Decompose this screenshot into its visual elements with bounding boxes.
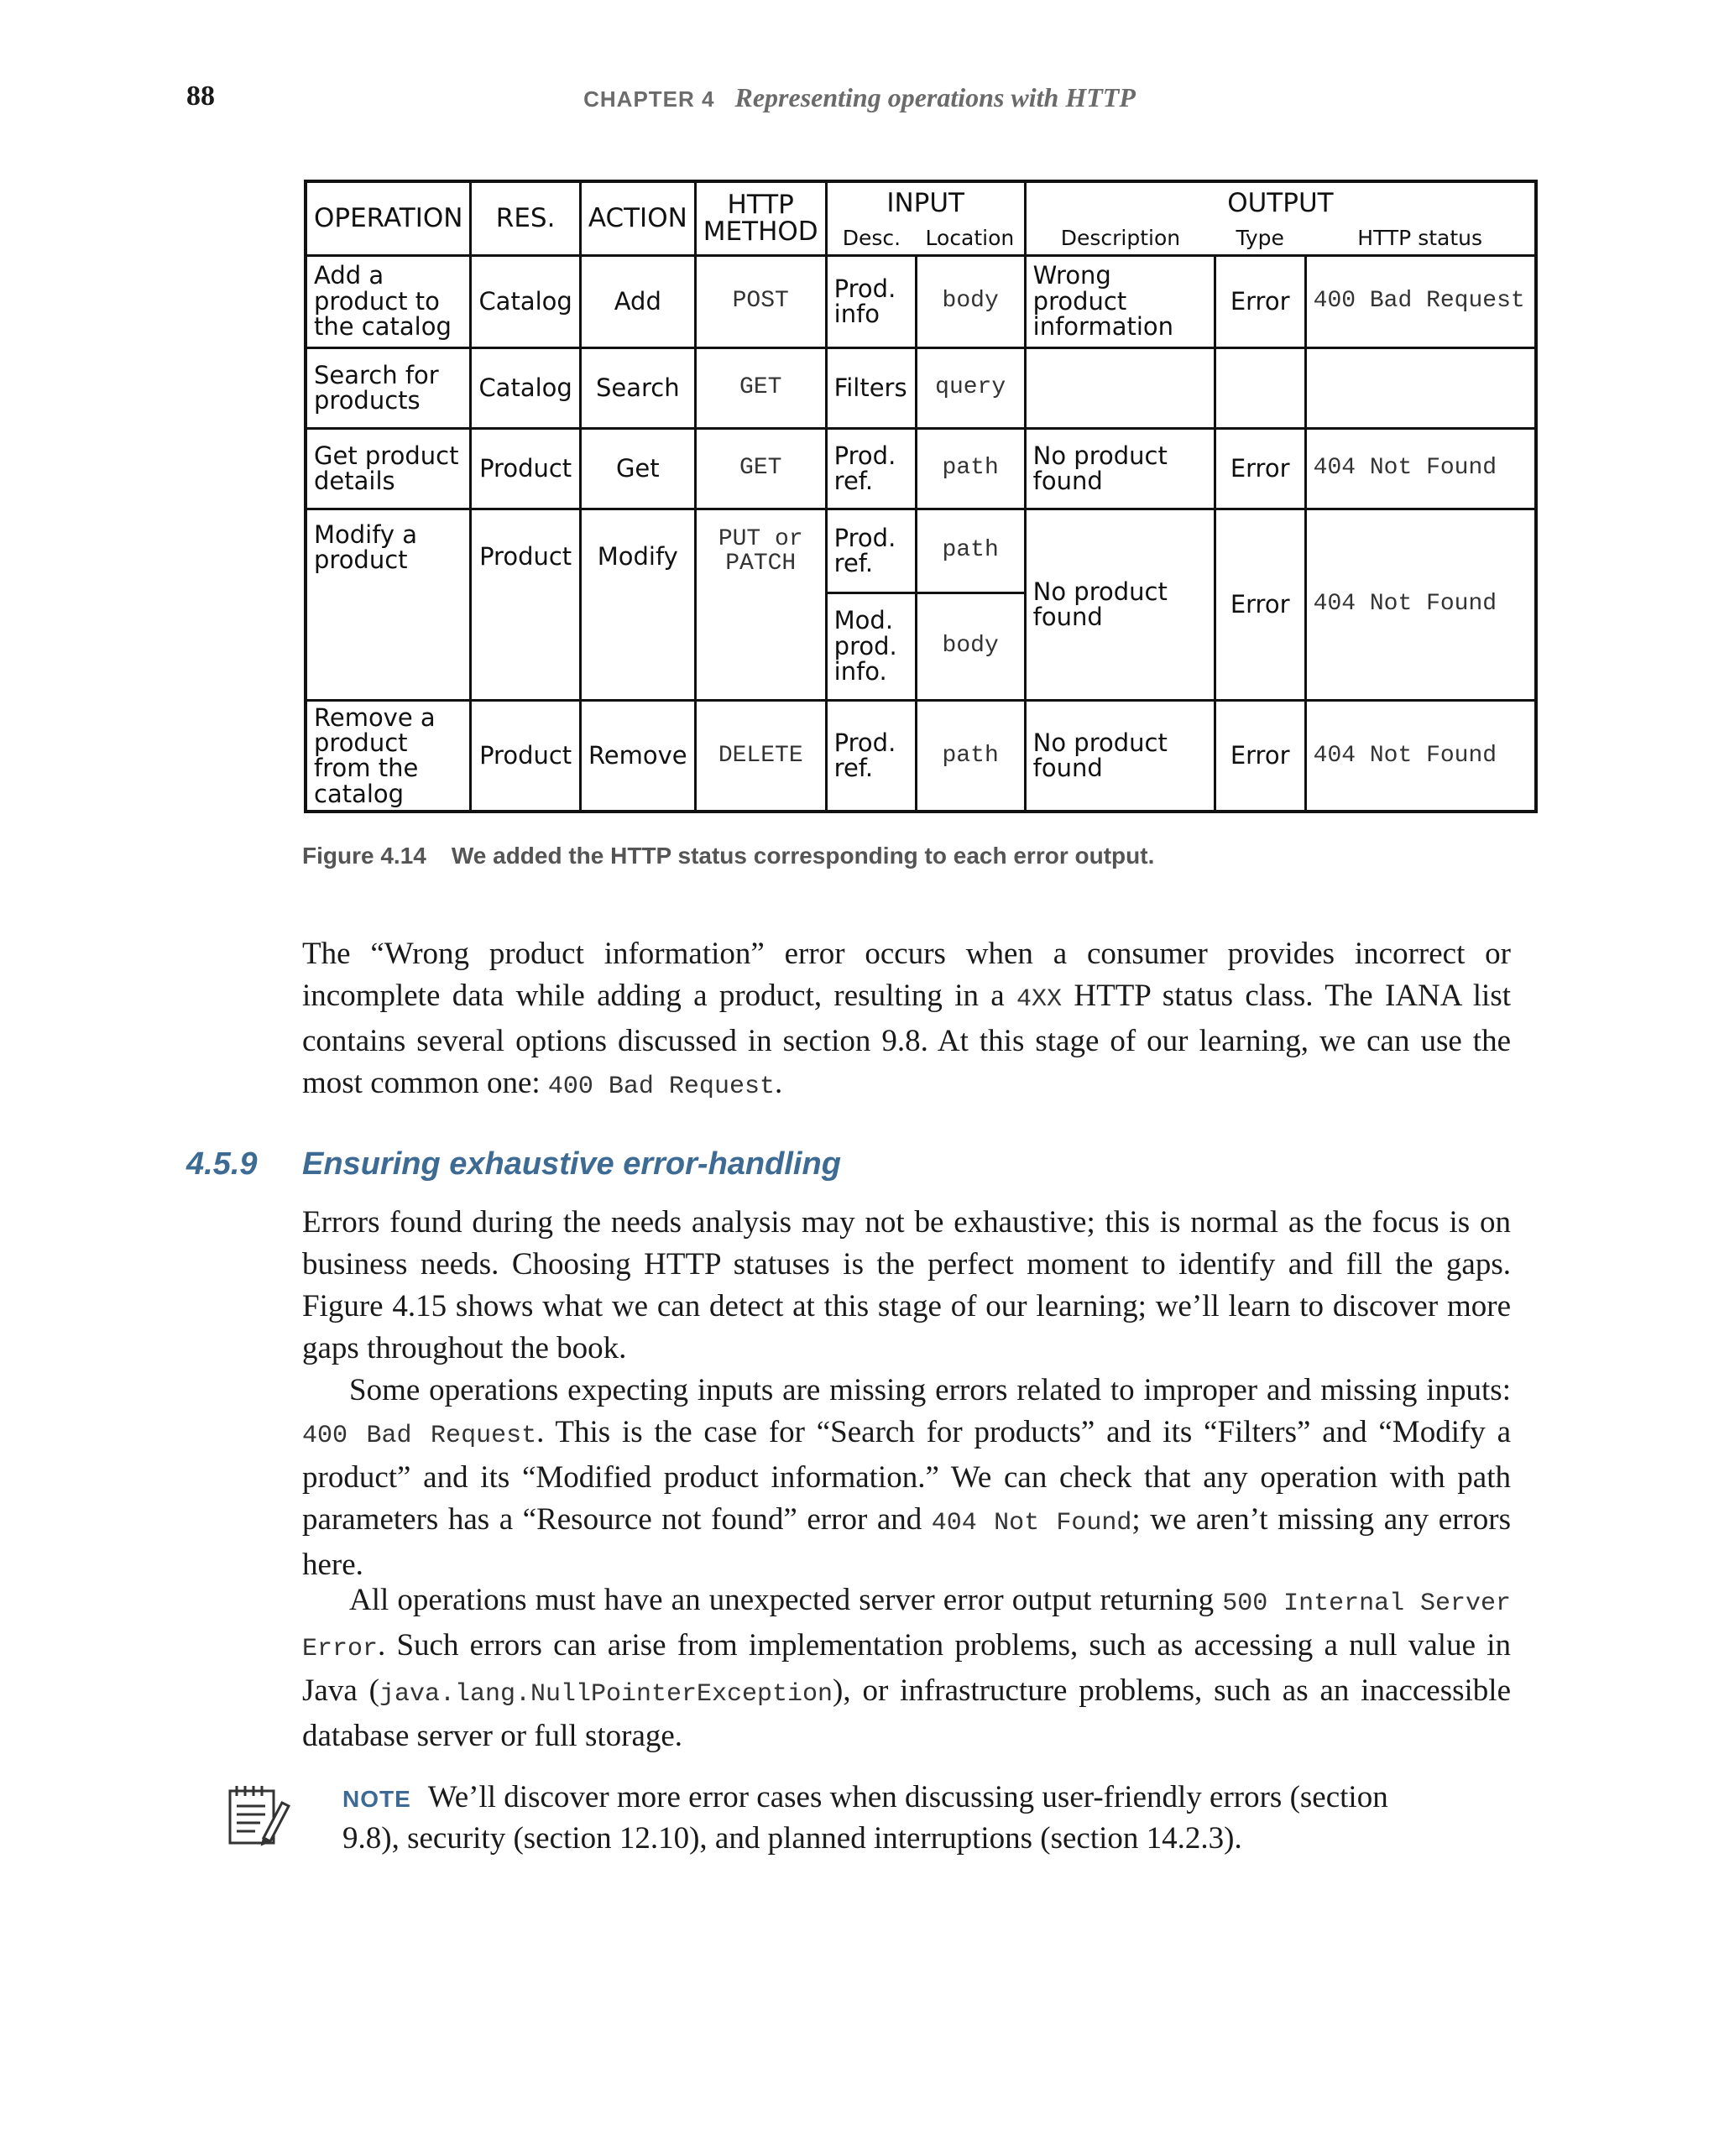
header-input-location: Location <box>916 223 1025 255</box>
text-run: . Such errors can arise from implementation problems, such as accessing a null value in Java ( <box>302 1628 1511 1708</box>
cell-method: GET <box>695 347 826 428</box>
cell-output-description: No product found <box>1025 428 1215 509</box>
header-operation: OPERATION <box>306 181 471 255</box>
cell-action: Get <box>580 428 695 509</box>
note <box>342 1778 1450 1858</box>
cell-output-type: Error <box>1215 255 1305 347</box>
cell-action: Remove <box>580 700 695 812</box>
cell-res: Product <box>471 509 580 700</box>
cell-input-desc: Filters <box>826 347 916 428</box>
figure-caption <box>302 843 1154 869</box>
header-action: ACTION <box>580 181 695 255</box>
table-row <box>306 255 1536 347</box>
caption-text: We added the HTTP status corresponding to each error output. <box>451 843 1155 869</box>
cell-input-location: path <box>916 700 1025 812</box>
cell-input-desc: Prod. ref. <box>826 700 916 812</box>
note-text: We’ll discover more error cases when discussing user-friendly errors (section 9.8), security (section 12.10), and planned interruptions (section 14.2.3). <box>342 1780 1388 1856</box>
cell-output-status: 404 Not Found <box>1305 428 1536 509</box>
cell-input-desc: Prod. info <box>826 255 916 347</box>
header-input-desc: Desc. <box>826 223 916 255</box>
notepad-icon <box>227 1783 290 1846</box>
cell-output-status <box>1305 347 1536 428</box>
cell-input-location: path <box>916 428 1025 509</box>
operations-table <box>304 180 1538 813</box>
code-4xx: 4XX <box>1016 985 1063 1014</box>
cell-operation: Remove a product from the catalog <box>306 700 471 812</box>
text-run: Some operations expecting inputs are missing errors related to improper and missing inputs: <box>349 1373 1511 1407</box>
note-label: NOTE <box>342 1786 411 1812</box>
cell-res: Product <box>471 428 580 509</box>
table-row <box>306 347 1536 428</box>
cell-output-type: Error <box>1215 700 1305 812</box>
cell-action: Modify <box>580 509 695 700</box>
figure-4-14 <box>304 180 1538 813</box>
cell-res: Catalog <box>471 347 580 428</box>
cell-input-location: query <box>916 347 1025 428</box>
cell-method: PUT or PATCH <box>695 509 826 700</box>
cell-output-description <box>1025 347 1215 428</box>
paragraph-needs-analysis: Errors found during the needs analysis may not be exhaustive; this is normal as the focus is on business needs. Choosing HTTP statuses is the perfect moment to identify and fill the gaps. Figure 4.15 shows what we can detect at this stage of our learning; we’ll learn to discover more gaps throughout the book. <box>302 1205 1511 1365</box>
cell-input-desc: Mod. prod. info. <box>826 593 916 700</box>
text-run: . <box>774 1066 783 1100</box>
chapter-title: Representing operations with HTTP <box>734 82 1136 112</box>
header-output-type: Type <box>1215 223 1305 255</box>
cell-operation: Modify a product <box>306 509 471 700</box>
table-row <box>306 509 1536 593</box>
cell-operation: Get product details <box>306 428 471 509</box>
table-row <box>306 700 1536 812</box>
cell-output-status: 404 Not Found <box>1305 700 1536 812</box>
text-run: HTTP status class. The IANA list contains several options discussed in section 9.8. At this stage of our learning, we can use the most common one: <box>302 979 1512 1100</box>
paragraph-wrong-product-info <box>302 933 1511 1108</box>
cell-output-description: No product found <box>1025 509 1215 700</box>
header-res: RES. <box>471 181 580 255</box>
cell-action: Search <box>580 347 695 428</box>
text-run: The “Wrong product information” error occurs when a consumer provides incorrect or incomplete data while adding a product, resulting in a <box>302 937 1511 1013</box>
cell-output-description: No product found <box>1025 700 1215 812</box>
code-400-bad-request: 400 Bad Request <box>302 1422 537 1450</box>
text-run: ), or infrastructure problems, such as an inaccessible database server or full storage. <box>302 1673 1511 1753</box>
cell-res: Catalog <box>471 255 580 347</box>
cell-output-description: Wrong product information <box>1025 255 1215 347</box>
cell-method: DELETE <box>695 700 826 812</box>
cell-output-type <box>1215 347 1305 428</box>
cell-method: GET <box>695 428 826 509</box>
cell-operation: Add a product to the catalog <box>306 255 471 347</box>
text-run: All operations must have an unexpected server error output returning <box>349 1583 1223 1617</box>
text-run: ; we aren’t missing any errors here. <box>302 1502 1511 1582</box>
code-400-bad-request: 400 Bad Request <box>547 1073 775 1101</box>
cell-input-location: path <box>916 509 1025 593</box>
section-number: 4.5.9 <box>186 1146 258 1182</box>
chapter-label: CHAPTER 4 <box>583 86 715 112</box>
running-head <box>0 82 1719 113</box>
text-run: . This is the case for “Search for products” and its “Filters” and “Modify a product” and its “Modified product information.” We can check that any operation with path parameters has a “Resource not found” error and <box>302 1415 1511 1537</box>
header-input: INPUT <box>826 181 1025 223</box>
cell-output-status: 404 Not Found <box>1305 509 1536 700</box>
cell-res: Product <box>471 700 580 812</box>
header-http-method: HTTP METHOD <box>695 181 826 255</box>
cell-output-status: 400 Bad Request <box>1305 255 1536 347</box>
paragraph-server-error <box>302 1579 1511 1757</box>
header-output: OUTPUT <box>1025 181 1536 223</box>
caption-label: Figure 4.14 <box>302 843 426 869</box>
cell-input-desc: Prod. ref. <box>826 509 916 593</box>
code-500-internal-server-error: 500 Internal Server Error <box>302 1590 1511 1663</box>
code-null-pointer-exception: java.lang.NullPointerException <box>379 1680 833 1709</box>
code-404-not-found: 404 Not Found <box>931 1509 1132 1537</box>
cell-operation: Search for products <box>306 347 471 428</box>
cell-output-type: Error <box>1215 428 1305 509</box>
header-output-http-status: HTTP status <box>1305 223 1536 255</box>
table-row <box>306 428 1536 509</box>
page-number: 88 <box>186 81 215 112</box>
section-title: Ensuring exhaustive error-handling <box>302 1146 841 1182</box>
paragraph-missing-inputs <box>302 1370 1511 1586</box>
cell-input-location: body <box>916 255 1025 347</box>
cell-action: Add <box>580 255 695 347</box>
cell-input-desc: Prod. ref. <box>826 428 916 509</box>
cell-method: POST <box>695 255 826 347</box>
cell-output-type: Error <box>1215 509 1305 700</box>
header-output-description: Description <box>1025 223 1215 255</box>
cell-input-location: body <box>916 593 1025 700</box>
